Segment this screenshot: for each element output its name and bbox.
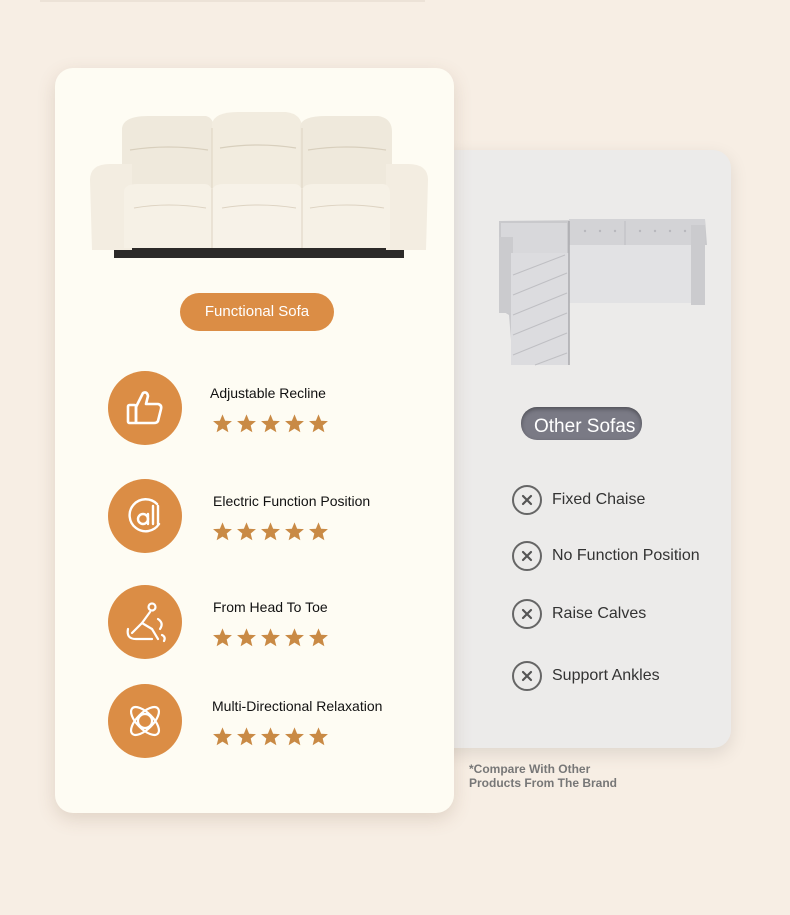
thumbs-up-icon (108, 371, 182, 445)
feature-item (108, 684, 428, 760)
con-item (512, 541, 700, 571)
functional-sofa-label: Functional Sofa (180, 293, 334, 331)
con-label: No Function Position (552, 547, 700, 564)
star-icon (212, 521, 233, 542)
feature-label: Multi-Directional Relaxation (212, 698, 383, 714)
note-line: Products From The Brand (469, 776, 618, 790)
rating-stars (212, 627, 329, 648)
star-icon (236, 521, 257, 542)
feature-item (108, 371, 428, 447)
con-label: Fixed Chaise (552, 491, 646, 508)
star-icon (236, 627, 257, 648)
feature-item (108, 479, 428, 555)
con-label: Raise Calves (552, 605, 647, 622)
sectional-sofa-image (495, 215, 710, 370)
functional-sofa-card (55, 68, 454, 813)
reclining-person-icon (108, 585, 182, 659)
x-circle-icon (512, 541, 542, 571)
divider-line (40, 0, 425, 2)
star-icon (236, 726, 257, 747)
star-icon (212, 413, 233, 434)
note-line: *Compare With Other (469, 762, 591, 776)
con-item (512, 485, 645, 515)
star-icon (308, 627, 329, 648)
x-circle-icon (512, 661, 542, 691)
star-icon (284, 521, 305, 542)
star-icon (284, 726, 305, 747)
star-icon (212, 726, 233, 747)
con-label: Support Ankles (552, 667, 660, 684)
star-icon (308, 413, 329, 434)
comparison-note (469, 762, 649, 790)
star-icon (236, 413, 257, 434)
star-icon (260, 627, 281, 648)
star-icon (212, 627, 233, 648)
rating-stars (212, 726, 329, 747)
feature-label: Adjustable Recline (210, 385, 326, 401)
feature-item (108, 585, 428, 661)
star-icon (284, 413, 305, 434)
x-circle-icon (512, 485, 542, 515)
recliner-sofa-image (88, 108, 430, 268)
atom-icon (108, 684, 182, 758)
x-circle-icon (512, 599, 542, 629)
star-icon (284, 627, 305, 648)
star-icon (308, 521, 329, 542)
con-item (512, 599, 646, 629)
star-icon (308, 726, 329, 747)
star-icon (260, 521, 281, 542)
feature-label: Electric Function Position (213, 493, 371, 509)
feature-label: From Head To Toe (213, 599, 328, 615)
star-icon (260, 726, 281, 747)
other-sofas-label: Other Sofas (521, 407, 642, 440)
rating-stars (212, 521, 329, 542)
con-item (512, 661, 660, 691)
all-icon (108, 479, 182, 553)
star-icon (260, 413, 281, 434)
rating-stars (212, 413, 329, 434)
